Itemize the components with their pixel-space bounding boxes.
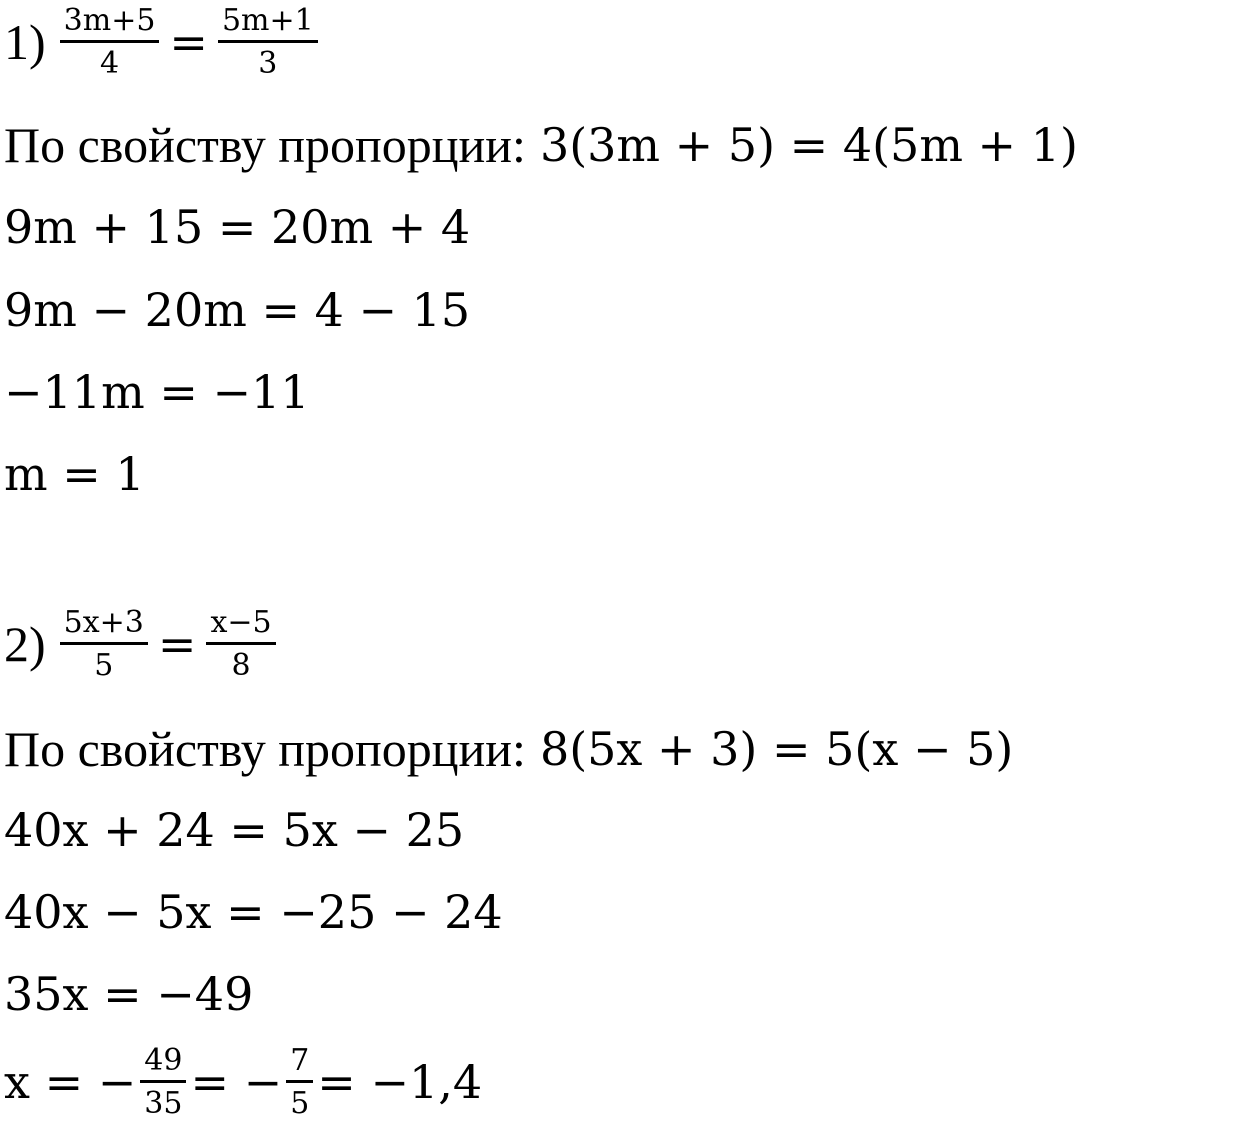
fraction-denominator: 5 xyxy=(94,648,114,683)
fraction-denominator: 4 xyxy=(99,46,120,81)
problem1-label: 1) xyxy=(4,14,46,70)
equals-sign: = xyxy=(157,617,197,671)
problem1-step-3: −11m = −11 xyxy=(4,365,310,419)
problem2-equation xyxy=(4,606,280,682)
problem1-step-2: 9m − 20m = 4 − 15 xyxy=(4,283,471,337)
property-expression: 3(3m + 5) = 4(5m + 1) xyxy=(539,118,1078,172)
answer-mid: = − xyxy=(190,1055,283,1109)
property-expression: 8(5x + 3) = 5(x − 5) xyxy=(539,722,1014,776)
fraction-denominator: 3 xyxy=(258,46,278,81)
fraction-numerator: 3m+5 xyxy=(63,3,156,38)
answer-lhs: x = − xyxy=(4,1055,137,1109)
fraction-numerator: x−5 xyxy=(210,605,272,640)
problem1-step-1: 9m + 15 = 20m + 4 xyxy=(4,200,471,254)
fraction-bar xyxy=(140,1080,186,1083)
problem2-answer xyxy=(4,1044,482,1120)
answer-fraction-2 xyxy=(286,1044,313,1120)
fraction-denominator: 5 xyxy=(290,1086,310,1121)
fraction-numerator: 5m+1 xyxy=(221,3,314,38)
problem1-equation xyxy=(4,4,322,80)
fraction-bar xyxy=(286,1080,313,1083)
problem1-property-line xyxy=(4,117,1078,173)
problem2-step-2: 40x − 5x = −25 − 24 xyxy=(4,885,503,939)
problem2-property-line xyxy=(4,721,1014,777)
fraction-numerator: 49 xyxy=(144,1043,183,1078)
fraction-denominator: 8 xyxy=(231,648,251,683)
problem2-fraction-right xyxy=(206,606,275,682)
fraction-denominator: 35 xyxy=(144,1086,183,1121)
problem1-fraction-left xyxy=(60,4,160,80)
equals-sign: = xyxy=(169,15,208,69)
problem1-answer: m = 1 xyxy=(4,447,145,501)
fraction-numerator: 5x+3 xyxy=(63,605,144,640)
problem1-fraction-right xyxy=(218,4,318,80)
answer-rhs: = −1,4 xyxy=(317,1055,483,1109)
property-text: По свойству пропорции: xyxy=(4,721,526,777)
fraction-bar xyxy=(206,642,275,645)
fraction-numerator: 7 xyxy=(290,1043,310,1078)
fraction-bar xyxy=(60,40,160,43)
problem2-step-3: 35x = −49 xyxy=(4,967,254,1021)
answer-fraction-1 xyxy=(140,1044,186,1120)
problem2-fraction-left xyxy=(60,606,148,682)
fraction-bar xyxy=(218,40,318,43)
problem2-step-1: 40x + 24 = 5x − 25 xyxy=(4,803,465,857)
problem2-label: 2) xyxy=(4,616,46,672)
fraction-bar xyxy=(60,642,148,645)
property-text: По свойству пропорции: xyxy=(4,117,526,173)
